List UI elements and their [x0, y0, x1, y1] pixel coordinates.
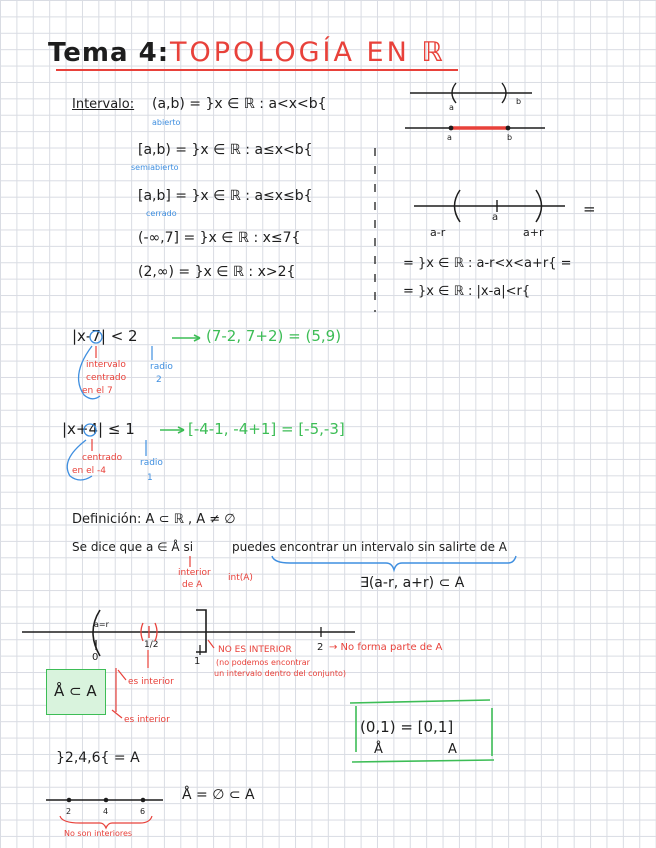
discrete-dot-2 [67, 798, 72, 803]
example1-note-red-1: intervalo [86, 360, 126, 370]
nbhd-mid-label: a [492, 212, 499, 223]
closed-box-top [350, 700, 490, 703]
numberline-zero-top: a=r [94, 620, 109, 629]
discrete-p3: 6 [140, 807, 146, 816]
interior-label-1: interior [178, 568, 211, 578]
discrete-p1: 2 [66, 807, 72, 816]
example1-result: (7-2, 7+2) = (5,9) [206, 327, 342, 345]
interior-label-2: de A [182, 580, 203, 590]
page-topic: TOPOLOGÍA EN ℝ [170, 37, 446, 68]
example2-note-red-2: en el -4 [72, 466, 106, 476]
closed-interval-label: cerrado [146, 209, 177, 218]
example1-note-blue-2: 2 [156, 375, 162, 385]
example2-note-blue-2: 1 [147, 473, 153, 483]
definition-line-1: Definición: A ⊂ ℝ , A ≠ ∅ [72, 512, 236, 527]
numberline-half: 1/2 [144, 640, 159, 650]
example2-note-red-1: centrado [82, 453, 123, 463]
example2-result: [-4-1, -4+1] = [-5,-3] [188, 420, 345, 438]
exists-interval: ∃(a-r, a+r) ⊂ A [360, 575, 465, 591]
open-diagram-a: a [449, 103, 454, 112]
interior-subset-text: Å ⊂ A [54, 682, 97, 700]
discrete-set: }2,4,6{ = A [56, 750, 140, 766]
int-a-label: int(A) [228, 573, 253, 583]
definition-brace [272, 556, 516, 570]
nbhd-left-label: a-r [430, 226, 446, 239]
example2-loop [67, 440, 92, 480]
numberline-right-bracket [196, 610, 206, 652]
halfopen-interval-label: semiabierto [131, 163, 179, 172]
closed-diagram-b: b [507, 133, 513, 142]
one-red-arrow [208, 640, 214, 648]
discrete-interior: Å = ∅ ⊂ A [182, 787, 255, 803]
discrete-dot-4 [104, 798, 109, 803]
closed-box-lhs: (0,1) = [0,1] [360, 718, 454, 736]
nbhd-equals: = [583, 200, 596, 218]
open-diagram-b: b [516, 97, 522, 106]
discrete-note: No son interiores [64, 829, 133, 838]
numberline-one: 1 [194, 656, 201, 667]
es-interior-2: es interior [124, 715, 170, 725]
discrete-dot-6 [141, 798, 146, 803]
closed-box-bottom [352, 760, 494, 762]
es-interior-arrow-2 [112, 710, 122, 718]
discrete-p2: 4 [103, 807, 109, 816]
example1-note-red-2: centrado [86, 373, 127, 383]
es-interior-arrow-1 [118, 670, 126, 680]
no-interior-note-2: un intervalo dentro del conjunto) [214, 669, 347, 678]
no-interior-label: NO ES INTERIOR [218, 645, 292, 655]
nbhd-set-2: = }x ∈ ℝ : |x-a|<r{ [403, 284, 531, 299]
example1-lhs: |x-7| < 2 [72, 327, 138, 345]
closed-box-under-right: A [448, 742, 457, 757]
example2-note-blue-1: radio [140, 458, 163, 468]
nbhd-right-label: a+r [523, 226, 544, 239]
ray2-def: (2,∞) = }x ∈ ℝ : x>2{ [138, 264, 296, 280]
open-interval-def: (a,b) = }x ∈ ℝ : a<x<b{ [152, 96, 327, 112]
example1-circle-sign [90, 331, 102, 343]
page-title: Tema 4: [48, 38, 170, 68]
es-interior-1: es interior [128, 677, 174, 687]
example1-note-blue-1: radio [150, 362, 173, 372]
numberline-two: 2 [317, 642, 324, 653]
example2-circle-sign [84, 424, 96, 436]
example1-loop [79, 346, 100, 399]
example2-lhs: |x+4| ≤ 1 [62, 420, 135, 438]
definition-line-2b: puedes encontrar un intervalo sin salirte de A [232, 540, 508, 554]
two-note: → No forma parte de A [329, 642, 443, 653]
closed-box-under-left: Å [374, 742, 383, 757]
closed-diagram-dot-b [506, 126, 511, 131]
no-interior-note-1: (no podemos encontrar [216, 658, 310, 667]
discrete-brace [60, 816, 152, 828]
example1-note-red-3: en el 7 [82, 386, 113, 396]
numberline-zero: 0 [92, 652, 99, 663]
halfopen-interval-def: [a,b) = }x ∈ ℝ : a≤x<b{ [138, 142, 313, 158]
open-interval-label: abierto [152, 118, 181, 127]
nbhd-set-1: = }x ∈ ℝ : a-r<x<a+r{ = [403, 256, 572, 271]
closed-diagram-a: a [447, 133, 452, 142]
interval-heading: Intervalo: [72, 97, 135, 112]
definition-line-2a: Se dice que a ∈ Å si [72, 540, 194, 554]
ray1-def: (-∞,7] = }x ∈ ℝ : x≤7{ [138, 230, 301, 246]
closed-diagram-dot-a [449, 126, 454, 131]
closed-interval-def: [a,b] = }x ∈ ℝ : a≤x≤b{ [138, 188, 313, 204]
